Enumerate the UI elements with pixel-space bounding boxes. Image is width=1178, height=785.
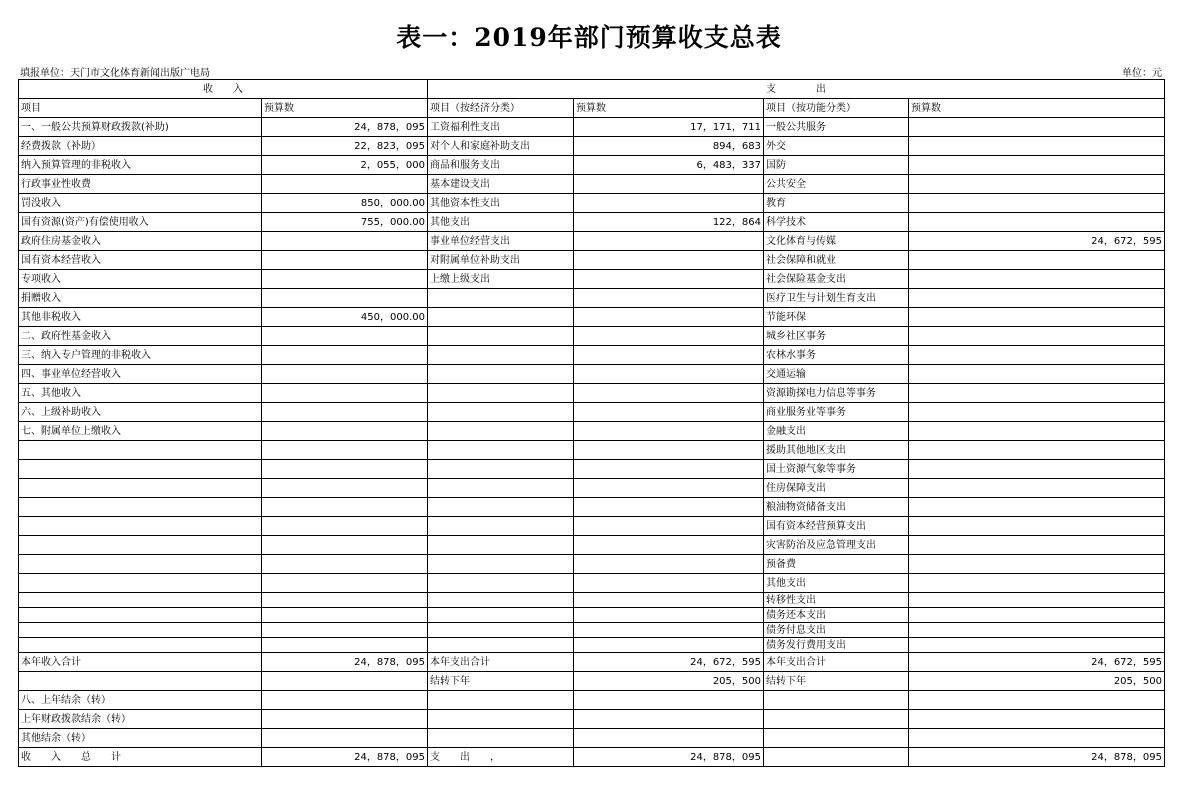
cell-economic-item [428, 403, 574, 422]
cell-economic-item [428, 384, 574, 403]
cell-functional-amount [909, 710, 1165, 729]
cell-economic-amount: 24，878，095 [574, 748, 764, 767]
cell-functional-item: 文化体育与传媒 [764, 232, 909, 251]
table-row [19, 289, 1165, 308]
cell-functional-item: 其他支出 [764, 574, 909, 593]
cell-functional-amount [909, 308, 1165, 327]
table-row [19, 270, 1165, 289]
cell-functional-amount [909, 403, 1165, 422]
cell-functional-amount [909, 536, 1165, 555]
column-header-row [19, 99, 1165, 118]
cell-functional-item: 债务付息支出 [764, 623, 909, 638]
cell-income-amount [262, 672, 428, 691]
cell-functional-item: 债务发行费用支出 [764, 638, 909, 653]
cell-economic-item [428, 608, 574, 623]
cell-income-item: 国有资本经营收入 [19, 251, 262, 270]
cell-economic-item [428, 729, 574, 748]
cell-income-amount [262, 608, 428, 623]
cell-economic-amount [574, 623, 764, 638]
table-row [19, 460, 1165, 479]
table-row [19, 608, 1165, 623]
page-title: 表一：2019年部门预算收支总表 [396, 23, 782, 52]
table-row [19, 710, 1165, 729]
table-row [19, 118, 1165, 137]
cell-functional-item [764, 748, 909, 767]
cell-income-amount [262, 441, 428, 460]
cell-economic-amount [574, 608, 764, 623]
cell-income-amount [262, 593, 428, 608]
cell-economic-amount: 6，483，337 [574, 156, 764, 175]
cell-income-amount [262, 498, 428, 517]
cell-functional-item: 科学技术 [764, 213, 909, 232]
cell-income-amount [262, 365, 428, 384]
cell-income-item: 六、上级补助收入 [19, 403, 262, 422]
cell-income-amount [262, 289, 428, 308]
table-row [19, 232, 1165, 251]
table-row [19, 403, 1165, 422]
cell-economic-item [428, 422, 574, 441]
cell-economic-amount: 122，864 [574, 213, 764, 232]
cell-functional-amount: 24，672，595 [909, 653, 1165, 672]
cell-economic-amount [574, 498, 764, 517]
cell-economic-amount [574, 479, 764, 498]
cell-functional-item: 农林水事务 [764, 346, 909, 365]
cell-income-amount: 755，000.00 [262, 213, 428, 232]
cell-functional-amount [909, 638, 1165, 653]
currency-unit: 单位：元 [1122, 68, 1162, 79]
cell-income-amount [262, 517, 428, 536]
cell-functional-item: 教育 [764, 194, 909, 213]
cell-functional-amount [909, 251, 1165, 270]
col-header-income-item: 项目 [19, 99, 262, 118]
cell-income-amount [262, 175, 428, 194]
cell-economic-item [428, 479, 574, 498]
col-header-economic-amount: 预算数 [574, 99, 764, 118]
cell-functional-item: 住房保障支出 [764, 479, 909, 498]
cell-income-amount [262, 403, 428, 422]
cell-functional-amount [909, 608, 1165, 623]
cell-economic-amount: 894，683 [574, 137, 764, 156]
cell-economic-item [428, 289, 574, 308]
cell-economic-item [428, 691, 574, 710]
col-header-functional-item: 项目（按功能分类） [764, 99, 909, 118]
cell-economic-item [428, 517, 574, 536]
cell-income-item: 国有资源(资产)有偿使用收入 [19, 213, 262, 232]
cell-economic-item [428, 710, 574, 729]
cell-functional-amount [909, 289, 1165, 308]
cell-functional-amount [909, 555, 1165, 574]
table-row [19, 346, 1165, 365]
cell-functional-item [764, 729, 909, 748]
cell-functional-amount [909, 175, 1165, 194]
cell-functional-item: 本年支出合计 [764, 653, 909, 672]
cell-functional-item: 社会保险基金支出 [764, 270, 909, 289]
cell-income-amount [262, 623, 428, 638]
cell-functional-item: 节能环保 [764, 308, 909, 327]
cell-functional-item: 结转下年 [764, 672, 909, 691]
cell-income-item: 三、纳入专户管理的非税收入 [19, 346, 262, 365]
table-row [19, 308, 1165, 327]
table-row [19, 498, 1165, 517]
cell-income-amount [262, 638, 428, 653]
cell-economic-item [428, 638, 574, 653]
cell-functional-item: 国有资本经营预算支出 [764, 517, 909, 536]
cell-economic-amount [574, 365, 764, 384]
cell-income-amount [262, 422, 428, 441]
cell-income-item [19, 479, 262, 498]
cell-income-item [19, 574, 262, 593]
cell-income-amount [262, 384, 428, 403]
cell-economic-amount [574, 346, 764, 365]
cell-income-amount: 24，878，095 [262, 653, 428, 672]
cell-functional-item: 转移性支出 [764, 593, 909, 608]
cell-economic-item [428, 498, 574, 517]
cell-income-amount: 450，000.00 [262, 308, 428, 327]
cell-income-item [19, 555, 262, 574]
cell-economic-amount [574, 729, 764, 748]
cell-functional-amount [909, 327, 1165, 346]
cell-economic-amount [574, 232, 764, 251]
cell-functional-item: 交通运输 [764, 365, 909, 384]
cell-economic-amount [574, 422, 764, 441]
table-row [19, 327, 1165, 346]
cell-income-item: 五、其他收入 [19, 384, 262, 403]
table-row [19, 638, 1165, 653]
cell-functional-item: 金融支出 [764, 422, 909, 441]
table-row [19, 251, 1165, 270]
cell-functional-item: 国土资源气象等事务 [764, 460, 909, 479]
budget-summary-table [18, 79, 1165, 767]
cell-functional-item: 一般公共服务 [764, 118, 909, 137]
cell-functional-amount [909, 441, 1165, 460]
cell-functional-item [764, 691, 909, 710]
table-row [19, 213, 1165, 232]
cell-functional-item [764, 710, 909, 729]
cell-functional-item: 商业服务业等事务 [764, 403, 909, 422]
cell-income-amount [262, 574, 428, 593]
cell-economic-amount [574, 441, 764, 460]
cell-income-item: 经费拨款（补助） [19, 137, 262, 156]
cell-economic-amount: 205，500 [574, 672, 764, 691]
cell-functional-amount [909, 118, 1165, 137]
cell-economic-amount [574, 384, 764, 403]
cell-economic-item [428, 441, 574, 460]
cell-functional-item: 预备费 [764, 555, 909, 574]
cell-economic-amount [574, 536, 764, 555]
cell-income-amount [262, 691, 428, 710]
cell-functional-amount [909, 422, 1165, 441]
cell-functional-amount [909, 384, 1165, 403]
cell-functional-item: 社会保障和就业 [764, 251, 909, 270]
table-row [19, 653, 1165, 672]
table-row [19, 384, 1165, 403]
cell-economic-item [428, 460, 574, 479]
cell-income-item: 其他非税收入 [19, 308, 262, 327]
cell-economic-amount [574, 638, 764, 653]
table-row [19, 691, 1165, 710]
section-header-row [19, 80, 1165, 99]
cell-income-item [19, 517, 262, 536]
table-row [19, 574, 1165, 593]
cell-income-item [19, 460, 262, 479]
cell-income-item [19, 441, 262, 460]
cell-income-amount: 850，000.00 [262, 194, 428, 213]
cell-income-amount [262, 327, 428, 346]
table-row [19, 194, 1165, 213]
col-header-economic-item: 项目（按经济分类） [428, 99, 574, 118]
cell-economic-item: 其他资本性支出 [428, 194, 574, 213]
cell-functional-amount [909, 623, 1165, 638]
cell-income-amount [262, 460, 428, 479]
col-header-functional-amount: 预算数 [909, 99, 1165, 118]
cell-economic-item: 事业单位经营支出 [428, 232, 574, 251]
cell-income-item [19, 593, 262, 608]
cell-functional-amount: 205，500 [909, 672, 1165, 691]
cell-income-amount [262, 555, 428, 574]
table-row [19, 137, 1165, 156]
cell-income-amount [262, 710, 428, 729]
cell-economic-item: 支 出 ， [428, 748, 574, 767]
cell-economic-amount [574, 460, 764, 479]
table-row [19, 479, 1165, 498]
cell-functional-amount: 24，672，595 [909, 232, 1165, 251]
cell-income-item: 八、上年结余（转） [19, 691, 262, 710]
table-row [19, 441, 1165, 460]
cell-income-amount: 2，055，000 [262, 156, 428, 175]
cell-functional-amount [909, 137, 1165, 156]
cell-income-item [19, 608, 262, 623]
cell-income-item [19, 672, 262, 691]
cell-functional-amount [909, 460, 1165, 479]
cell-economic-amount [574, 175, 764, 194]
cell-income-item: 上年财政拨款结余（转） [19, 710, 262, 729]
cell-functional-amount [909, 498, 1165, 517]
cell-economic-item [428, 593, 574, 608]
cell-economic-item: 本年支出合计 [428, 653, 574, 672]
cell-economic-item: 其他支出 [428, 213, 574, 232]
cell-income-amount: 22，823，095 [262, 137, 428, 156]
cell-functional-item: 债务还本支出 [764, 608, 909, 623]
cell-income-item: 专项收入 [19, 270, 262, 289]
table-row [19, 156, 1165, 175]
cell-income-amount: 24，878，095 [262, 748, 428, 767]
cell-income-item [19, 638, 262, 653]
cell-economic-item: 基本建设支出 [428, 175, 574, 194]
table-row [19, 729, 1165, 748]
cell-functional-amount [909, 729, 1165, 748]
cell-functional-amount [909, 479, 1165, 498]
cell-economic-item [428, 555, 574, 574]
cell-economic-amount [574, 555, 764, 574]
cell-economic-amount [574, 517, 764, 536]
cell-income-amount: 24，878，095 [262, 118, 428, 137]
cell-income-item: 二、政府性基金收入 [19, 327, 262, 346]
cell-economic-amount [574, 691, 764, 710]
cell-functional-amount [909, 156, 1165, 175]
cell-income-item: 政府住房基金收入 [19, 232, 262, 251]
cell-functional-item: 城乡社区事务 [764, 327, 909, 346]
cell-economic-amount [574, 327, 764, 346]
cell-income-item: 纳入预算管理的非税收入 [19, 156, 262, 175]
cell-income-amount [262, 346, 428, 365]
table-row [19, 748, 1165, 767]
cell-functional-amount [909, 213, 1165, 232]
cell-economic-item [428, 536, 574, 555]
cell-economic-amount [574, 308, 764, 327]
cell-economic-item: 商品和服务支出 [428, 156, 574, 175]
cell-functional-amount [909, 691, 1165, 710]
cell-functional-item: 粮油物资储备支出 [764, 498, 909, 517]
cell-functional-item: 灾害防治及应急管理支出 [764, 536, 909, 555]
cell-income-amount [262, 479, 428, 498]
expense-section-header: 支 出 [428, 80, 1165, 99]
cell-functional-item: 援助其他地区支出 [764, 441, 909, 460]
table-row [19, 593, 1165, 608]
cell-functional-item: 外交 [764, 137, 909, 156]
cell-economic-amount [574, 403, 764, 422]
table-row [19, 536, 1165, 555]
cell-income-item: 捐赠收入 [19, 289, 262, 308]
cell-functional-amount [909, 270, 1165, 289]
table-row [19, 623, 1165, 638]
cell-economic-amount: 24，672，595 [574, 653, 764, 672]
cell-economic-item: 结转下年 [428, 672, 574, 691]
cell-economic-item [428, 623, 574, 638]
cell-income-item [19, 623, 262, 638]
cell-economic-item [428, 574, 574, 593]
cell-income-item: 本年收入合计 [19, 653, 262, 672]
cell-functional-amount [909, 365, 1165, 384]
col-header-income-amount: 预算数 [262, 99, 428, 118]
table-row [19, 672, 1165, 691]
cell-functional-amount [909, 593, 1165, 608]
cell-economic-amount [574, 251, 764, 270]
cell-functional-amount [909, 574, 1165, 593]
cell-income-item [19, 536, 262, 555]
cell-functional-item: 公共安全 [764, 175, 909, 194]
cell-economic-item [428, 308, 574, 327]
cell-economic-amount [574, 270, 764, 289]
cell-income-amount [262, 251, 428, 270]
cell-economic-item [428, 327, 574, 346]
cell-economic-item [428, 365, 574, 384]
cell-income-amount [262, 270, 428, 289]
cell-functional-amount [909, 346, 1165, 365]
cell-functional-amount [909, 194, 1165, 213]
table-row [19, 555, 1165, 574]
cell-economic-amount [574, 710, 764, 729]
cell-economic-item: 上缴上级支出 [428, 270, 574, 289]
cell-income-item: 一、一般公共预算财政拨款(补助) [19, 118, 262, 137]
income-section-header: 收 入 [19, 80, 428, 99]
table-row [19, 517, 1165, 536]
cell-economic-amount [574, 593, 764, 608]
cell-economic-amount [574, 574, 764, 593]
cell-income-amount [262, 232, 428, 251]
cell-income-item: 罚没收入 [19, 194, 262, 213]
table-row [19, 422, 1165, 441]
cell-income-amount [262, 729, 428, 748]
cell-income-item: 四、事业单位经营收入 [19, 365, 262, 384]
reporting-unit: 填报单位：天门市文化体育新闻出版广电局 [20, 68, 210, 79]
cell-economic-amount: 17，171，711 [574, 118, 764, 137]
cell-economic-item [428, 346, 574, 365]
cell-economic-amount [574, 289, 764, 308]
cell-income-amount [262, 536, 428, 555]
cell-functional-item: 医疗卫生与计划生育支出 [764, 289, 909, 308]
cell-functional-amount: 24，878，095 [909, 748, 1165, 767]
cell-functional-item: 国防 [764, 156, 909, 175]
cell-income-item: 七、附属单位上缴收入 [19, 422, 262, 441]
table-row [19, 175, 1165, 194]
cell-functional-item: 资源勘探电力信息等事务 [764, 384, 909, 403]
cell-income-item: 其他结余（转） [19, 729, 262, 748]
cell-economic-item: 对附属单位补助支出 [428, 251, 574, 270]
cell-economic-item: 对个人和家庭补助支出 [428, 137, 574, 156]
cell-economic-item: 工资福利性支出 [428, 118, 574, 137]
cell-income-item [19, 498, 262, 517]
cell-economic-amount [574, 194, 764, 213]
cell-income-item: 收 入 总 计 [19, 748, 262, 767]
table-row [19, 365, 1165, 384]
cell-income-item: 行政事业性收费 [19, 175, 262, 194]
cell-functional-amount [909, 517, 1165, 536]
